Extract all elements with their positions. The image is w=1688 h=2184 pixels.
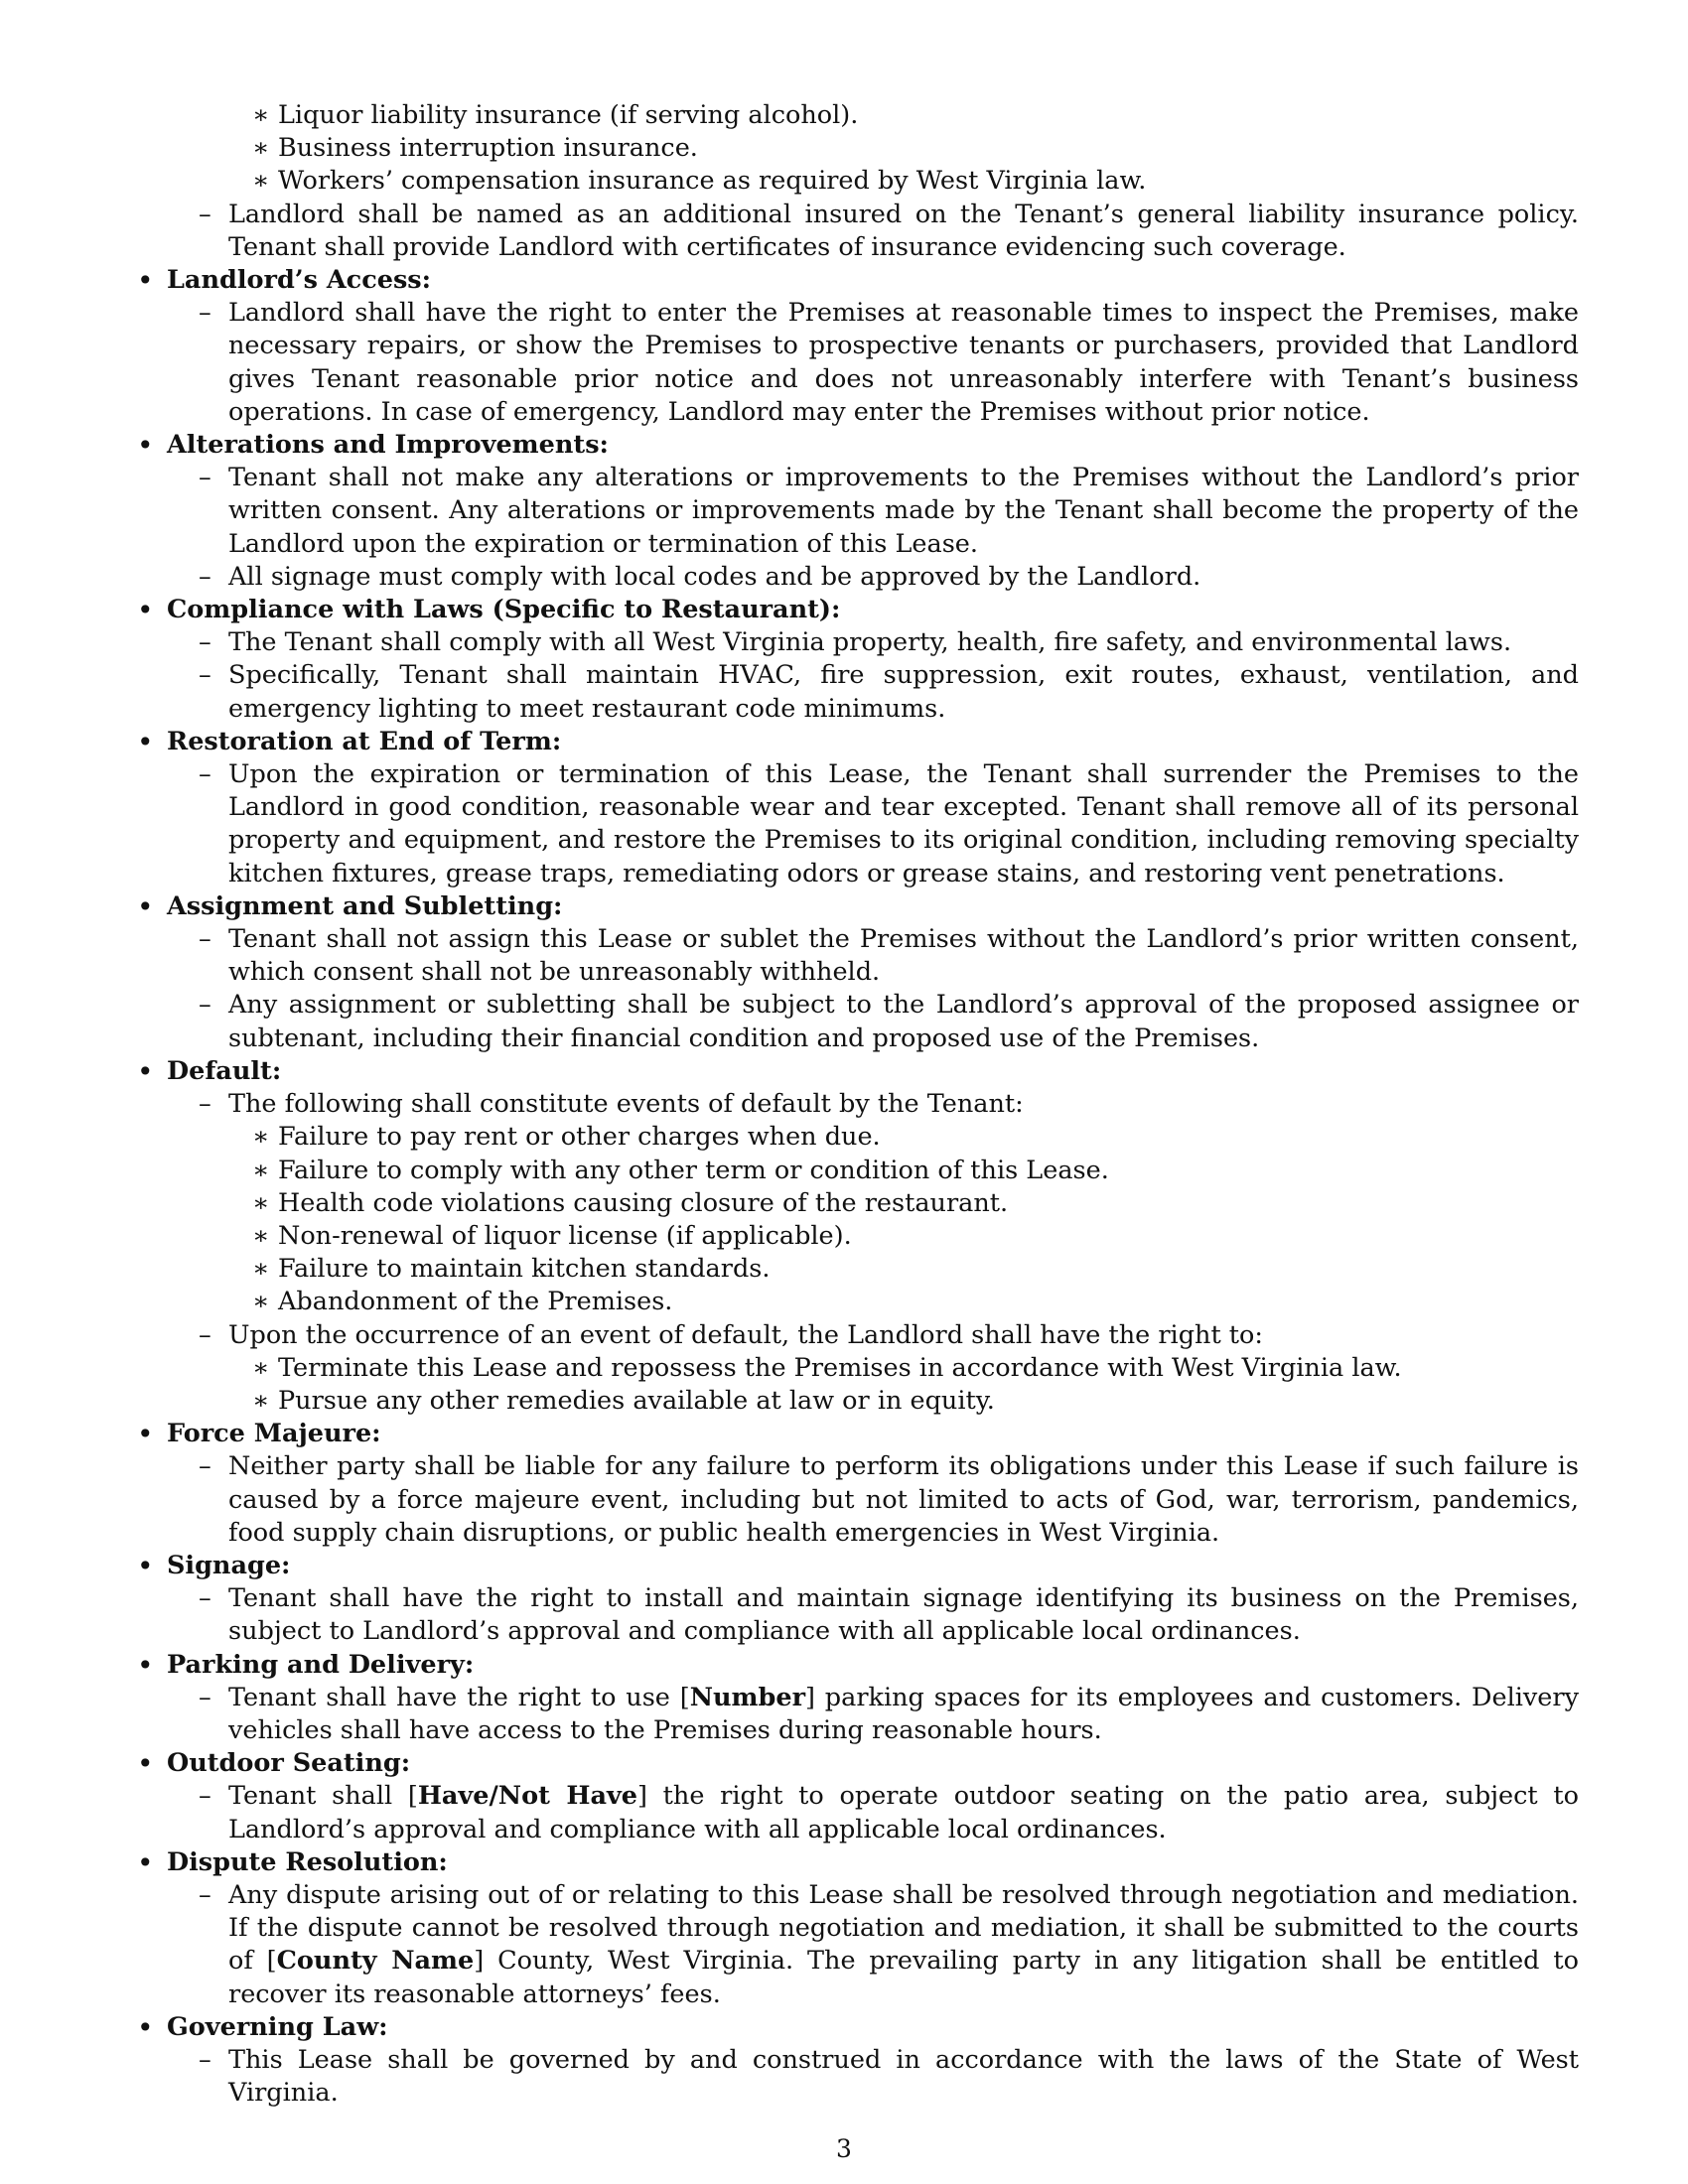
asterisk-bullet: ∗ <box>252 1254 270 1285</box>
clause-text: – Specifically, Tenant shall maintain HVAC, fire suppression, exit routes, exhaust, ventilation, and emergency lighting to meet restaurant code minimums. <box>199 660 1579 724</box>
section-heading: Default: <box>167 1055 282 1086</box>
dash-bullet: – <box>199 1583 211 1614</box>
dash-bullet: – <box>199 561 211 592</box>
bullet-dot: • <box>137 429 154 463</box>
section-dispute-resolution <box>137 1845 1579 1879</box>
dash-bullet: – <box>199 660 211 691</box>
placeholder-county-name: County Name <box>276 1946 475 1977</box>
default-remedy: ∗ Pursue any other remedies available at law or in equity. <box>167 1385 1579 1418</box>
asterisk-bullet: ∗ <box>252 1352 270 1383</box>
section-heading: Parking and Delivery: <box>167 1649 475 1680</box>
section-heading: Assignment and Subletting: <box>167 890 563 921</box>
bullet-dot: • <box>137 594 154 627</box>
section-outdoor-seating <box>137 1747 1579 1781</box>
dash-bullet: – <box>199 759 211 790</box>
dash-bullet: – <box>199 1879 211 1910</box>
bullet-dot: • <box>137 2010 154 2044</box>
dash-bullet: – <box>199 463 211 493</box>
asterisk-bullet: ∗ <box>252 1187 270 1218</box>
section-compliance <box>137 594 1579 627</box>
clause-text: – Tenant shall not make any alterations or improvements to the Premises without the Landlord’s prior written consent. Any alterations or improvements made by the Tenant shall become the property of the Landlord upon the expiration or termination of this Lease. <box>199 463 1579 559</box>
placeholder-have-not-have: Have/Not Have <box>417 1781 638 1812</box>
default-event: ∗ Failure to comply with any other term or condition of this Lease. <box>167 1155 1579 1187</box>
clause-text: – Neither party shall be liable for any failure to perform its obligations under this Lease if such failure is caused by a force majeure event, including but not limited to acts of God, war, terrorism, pandemics, food supply chain disruptions, or public health emergencies in West Virginia. <box>199 1451 1579 1548</box>
section-default <box>137 1054 1579 1088</box>
asterisk-bullet: ∗ <box>252 1287 270 1317</box>
asterisk-bullet: ∗ <box>252 1155 270 1185</box>
asterisk-bullet: ∗ <box>252 166 270 197</box>
asterisk-bullet: ∗ <box>252 100 270 130</box>
clause-text: – Landlord shall have the right to enter the Premises at reasonable times to inspect the Premises, make necessary repairs, or show the Premises to prospective tenants or purchasers, provided that Landlord gives Tenant reasonable prior notice and does not unreasonably interfere with Tenant’s business operations. In case of emergency, Landlord may enter the Premises without prior notice. <box>199 298 1579 427</box>
bullet-dot: • <box>137 1418 154 1451</box>
placeholder-number: Number <box>689 1682 806 1712</box>
section-restoration <box>137 725 1579 758</box>
section-heading: Force Majeure: <box>167 1419 381 1449</box>
bullet-dot: • <box>137 1648 154 1682</box>
clause-text: – Upon the occurrence of an event of default, the Landlord shall have the right to: <box>167 1319 1579 1352</box>
dash-bullet: – <box>199 298 211 329</box>
section-landlord-access <box>137 264 1579 298</box>
section-heading: Governing Law: <box>167 2011 388 2042</box>
dash-bullet: – <box>199 1319 211 1350</box>
bullet-dot: • <box>137 889 154 923</box>
page-number: 3 <box>836 2134 852 2163</box>
insurance-item: ∗ Liquor liability insurance (if serving alcohol). <box>167 99 1579 132</box>
default-event: ∗ Abandonment of the Premises. <box>167 1286 1579 1318</box>
default-event: ∗ Failure to pay rent or other charges when due. <box>167 1121 1579 1154</box>
bullet-dot: • <box>137 1747 154 1781</box>
section-heading: Compliance with Laws (Specific to Restaurant): <box>167 595 841 625</box>
section-heading: Restoration at End of Term: <box>167 726 562 756</box>
bullet-dot: • <box>137 725 154 758</box>
clause-text: – Tenant shall have the right to use [Number] parking spaces for its employees and customers. Delivery vehicles shall have access to the Premises during reasonable hours. <box>199 1682 1579 1745</box>
clause-text: – Tenant shall [Have/Not Have] the right to operate outdoor seating on the patio area, subject to Landlord’s approval and compliance with all applicable local ordinances. <box>199 1781 1579 1844</box>
default-remedy: ∗ Terminate this Lease and repossess the Premises in accordance with West Virginia law. <box>167 1352 1579 1385</box>
default-event: ∗ Non-renewal of liquor license (if applicable). <box>167 1220 1579 1253</box>
clause-text: – All signage must comply with local codes and be approved by the Landlord. <box>167 561 1579 594</box>
dash-bullet: – <box>199 1089 211 1120</box>
clause-text: – Tenant shall not assign this Lease or sublet the Premises without the Landlord’s prior written consent, which consent shall not be unreasonably withheld. <box>199 924 1579 988</box>
bullet-dot: • <box>137 1549 154 1582</box>
section-heading: Signage: <box>167 1550 291 1580</box>
dash-bullet: – <box>199 627 211 658</box>
insurance-additional-insured: – Landlord shall be named as an additional insured on the Tenant’s general liability insurance policy. Tenant shall provide Landlord with certificates of insurance evidencing such coverage. <box>199 199 1579 262</box>
dash-bullet: – <box>199 199 211 229</box>
bullet-dot: • <box>137 1054 154 1088</box>
clause-text: – This Lease shall be governed by and construed in accordance with the laws of the State of West Virginia. <box>199 2044 1579 2109</box>
dash-bullet: – <box>199 924 211 955</box>
dash-bullet: – <box>199 990 211 1021</box>
section-assignment <box>137 889 1579 923</box>
asterisk-bullet: ∗ <box>252 1220 270 1251</box>
clause-text: – Upon the expiration or termination of this Lease, the Tenant shall surrender the Premises to the Landlord in good condition, reasonable wear and tear excepted. Tenant shall remove all of its personal property and equipment, and restore the Premises to its original condition, including removing specialty kitchen fixtures, grease traps, remediating odors or grease stains, and restoring vent penetrations. <box>199 759 1579 888</box>
insurance-item: ∗ Workers’ compensation insurance as required by West Virginia law. <box>167 165 1579 198</box>
default-event: ∗ Health code violations causing closure of the restaurant. <box>167 1187 1579 1220</box>
section-heading: Outdoor Seating: <box>167 1748 411 1779</box>
clause-text: – Tenant shall have the right to install and maintain signage identifying its business on the Premises, subject to Landlord’s approval and compliance with all applicable local ordinances. <box>199 1583 1579 1647</box>
dash-bullet: – <box>199 1682 211 1712</box>
section-governing-law <box>137 2010 1579 2044</box>
dash-bullet: – <box>199 1781 211 1812</box>
dash-bullet: – <box>199 1451 211 1482</box>
asterisk-bullet: ∗ <box>252 1385 270 1416</box>
clause-text: – The following shall constitute events of default by the Tenant: <box>167 1088 1579 1121</box>
section-signage <box>137 1549 1579 1582</box>
lease-clauses <box>137 99 1579 2110</box>
asterisk-bullet: ∗ <box>252 133 270 164</box>
default-event: ∗ Failure to maintain kitchen standards. <box>167 1253 1579 1286</box>
section-alterations <box>137 429 1579 463</box>
dash-bullet: – <box>199 2044 211 2075</box>
asterisk-bullet: ∗ <box>252 1122 270 1153</box>
section-heading: Dispute Resolution: <box>167 1846 448 1877</box>
section-heading: Landlord’s Access: <box>167 265 432 296</box>
section-heading: Alterations and Improvements: <box>167 430 609 461</box>
clause-text: – Any dispute arising out of or relating to this Lease shall be resolved through negotiation and mediation. If the dispute cannot be resolved through negotiation and mediation, it shall be submitted to the courts of [County Name] County, West Virginia. The prevailing party in any litigation shall be entitled to recover its reasonable attorneys’ fees. <box>199 1879 1579 2009</box>
bullet-dot: • <box>137 1845 154 1879</box>
clause-text: – Any assignment or subletting shall be subject to the Landlord’s approval of the proposed assignee or subtenant, including their financial condition and proposed use of the Premises. <box>199 990 1579 1053</box>
clause-text: – The Tenant shall comply with all West Virginia property, health, fire safety, and environmental laws. <box>167 626 1579 659</box>
section-force-majeure <box>137 1418 1579 1451</box>
insurance-item: ∗ Business interruption insurance. <box>167 132 1579 165</box>
bullet-dot: • <box>137 264 154 298</box>
section-parking <box>137 1648 1579 1682</box>
